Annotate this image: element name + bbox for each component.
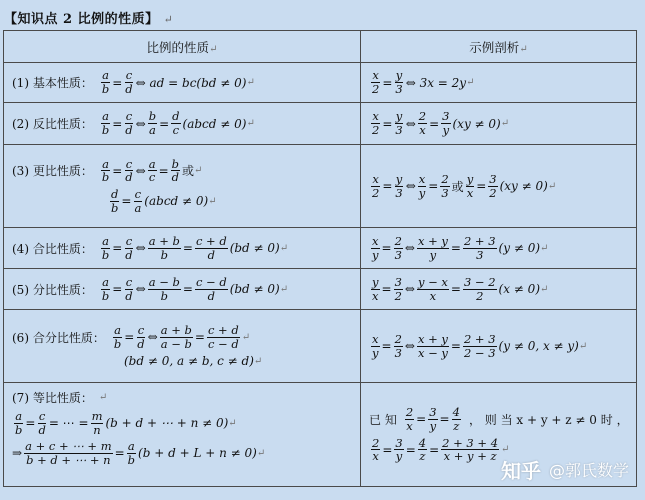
table-row xyxy=(4,63,637,103)
column-header-properties: 比例的性质↵ xyxy=(4,31,361,63)
property-condition: (b + d + ⋯ + n ≠ 0) xyxy=(105,416,229,431)
example-condition: (y ≠ 0) xyxy=(498,241,541,255)
ellipsis-equals: = ⋯ = xyxy=(48,416,89,431)
example-condition: (xy ≠ 0) xyxy=(499,179,548,193)
property-condition: (bd ≠ 0) xyxy=(229,241,280,255)
example-cell: x y = 2 3 ⇔ x + y y = 2 + 3 3 (y ≠ 0) ↵ xyxy=(361,228,637,269)
heading-text: 【知识点 2 比例的性质】 xyxy=(4,12,159,27)
row-label: (6) 合分比性质： xyxy=(12,330,105,345)
property-cell: (4) 合比性质： a b = c d ⇔ a + b b = c + d d (bd ≠ 0) ↵ xyxy=(4,228,361,269)
property-cell: (2) 反比性质： a b = c d ⇔ b a = d c (abcd ≠ 0) ↵ xyxy=(4,103,361,145)
property-condition: (abcd ≠ 0) xyxy=(182,116,247,131)
property-condition: (abcd ≠ 0) xyxy=(144,194,209,209)
property-formula: ⇔ ad = bc(bd ≠ 0) xyxy=(135,75,247,90)
section-heading xyxy=(4,8,173,27)
property-cell: (7) 等比性质： ↵ a b = $\frac{c}{d}$ = ⋯ = $\frac{m}{n}$ (b + d + ⋯ + n ≠ 0) ↵ ⇒ a + c + ⋯ + m b + d + ⋯ + n = a b (b + d + L + n ≠ 0) ↵ xyxy=(4,383,361,487)
example-condition: ， 则 当 x + y + z ≠ 0 时 ， xyxy=(468,412,629,427)
property-condition-2: (b + d + L + n ≠ 0) xyxy=(138,446,257,461)
property-cell: (6) 合分比性质： a b = c d ⇔ a + b a − b = c + d c − d ↵ (bd ≠ 0, a ≠ b, c ≠ d) ↵ xyxy=(4,310,361,383)
row-label: (5) 分比性质： xyxy=(12,282,93,297)
example-condition: (xy ≠ 0) xyxy=(452,116,501,131)
column-header-examples: 示例剖析↵ xyxy=(361,31,637,63)
table-row xyxy=(4,310,637,383)
example-cell: 已 知 2 x = 3 y = 4 z ， 则 当 x + y + z ≠ 0 时 ， 2 x = 3 y = 4 z = 2 + 3 + 4 x + y + z ↵ xyxy=(361,383,637,487)
table-header-row xyxy=(4,31,637,63)
example-cell: x y = 2 3 ⇔ x + y x − y = 2 + 3 2 − 3 (y ≠ 0, x ≠ y) ↵ xyxy=(361,310,637,383)
example-condition: (x ≠ 0) xyxy=(498,282,540,296)
property-cell: (3) 更比性质： a b = c d ⇔ a c = b d 或 ↵ d b = c a (abcd ≠ 0) ↵ xyxy=(4,145,361,228)
or-text: 或 xyxy=(182,164,195,179)
property-cell: (5) 分比性质： a b = c d ⇔ a − b b = c − d d (bd ≠ 0) ↵ xyxy=(4,269,361,310)
properties-table xyxy=(3,30,637,487)
property-condition: (bd ≠ 0, a ≠ b, c ≠ d) xyxy=(124,354,254,369)
example-intro: 已 知 xyxy=(369,412,397,427)
row-label: (3) 更比性质： xyxy=(12,164,93,179)
return-mark: ↵ xyxy=(163,13,174,26)
row-label: (4) 合比性质： xyxy=(12,241,93,256)
table-row xyxy=(4,228,637,269)
row-label: (2) 反比性质： xyxy=(12,117,93,131)
table-row xyxy=(4,269,637,310)
row-label: (7) 等比性质： xyxy=(12,391,93,405)
property-cell: (1) 基本性质： a b = c d ⇔ ad = bc(bd ≠ 0) ↵ xyxy=(4,63,361,103)
property-condition: (bd ≠ 0) xyxy=(229,282,280,296)
or-text: 或 xyxy=(451,179,464,194)
example-condition: (y ≠ 0, x ≠ y) xyxy=(498,339,579,353)
watermark-text: @郭氏数学 xyxy=(548,461,629,480)
example-cell: x 2 = y 3 ⇔ 3x = 2y ↵ xyxy=(361,63,637,103)
example-cell: x 2 = y 3 ⇔ x y = 2 3 或 y x = 3 2 (xy ≠ 0) ↵ xyxy=(361,145,637,228)
watermark-logo: 知乎 xyxy=(500,459,541,483)
watermark xyxy=(501,455,629,484)
row-label: (1) 基本性质： xyxy=(12,76,93,90)
example-cell: y x = 3 2 ⇔ y − x x = 3 − 2 2 (x ≠ 0) ↵ xyxy=(361,269,637,310)
example-formula: ⇔ 3x = 2y xyxy=(405,75,467,90)
table-row xyxy=(4,103,637,145)
example-cell: x 2 = y 3 ⇔ 2 x = 3 y (xy ≠ 0) ↵ xyxy=(361,103,637,145)
table-row xyxy=(4,145,637,228)
